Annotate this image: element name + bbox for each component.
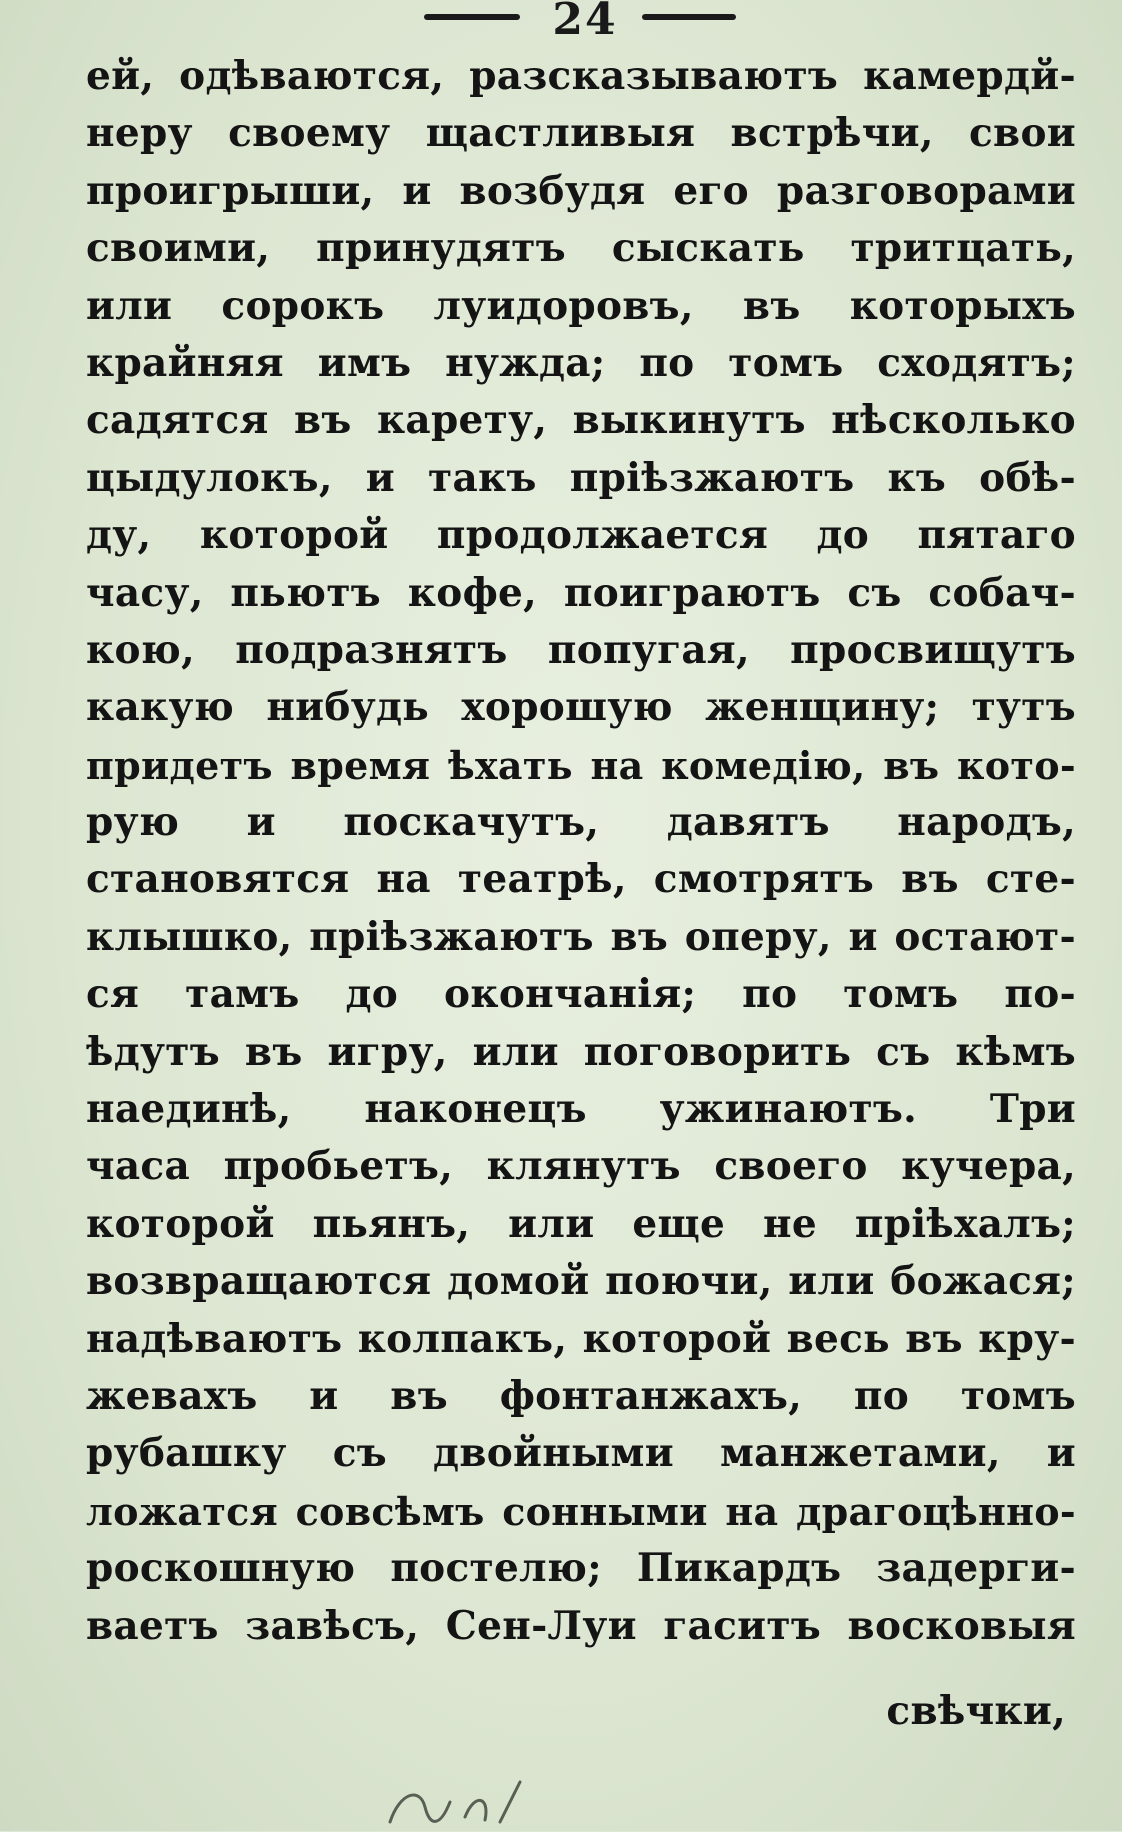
text-line: ся тамъ до окончанія; по томъ по- bbox=[86, 971, 1076, 1018]
text-line: становятся на театрѣ, смотрятъ въ сте- bbox=[86, 856, 1076, 903]
page-number: 24 bbox=[552, 0, 618, 45]
text-line: садятся въ карету, выкинутъ нѣсколько bbox=[86, 397, 1076, 444]
text-line: которой пьянъ, или еще не пріѣхалъ; bbox=[86, 1200, 1076, 1247]
pencil-mark-icon bbox=[380, 1772, 540, 1832]
text-line: ду, которой продолжается до пятаго bbox=[86, 512, 1076, 559]
text-line: часу, пьютъ кофе, поиграютъ съ собач- bbox=[86, 569, 1076, 616]
text-line: рую и поскачутъ, давятъ народъ, bbox=[86, 799, 1076, 846]
text-line: неру своему щастливыя встрѣчи, свои bbox=[86, 110, 1076, 157]
text-line: жевахъ и въ фонтанжахъ, по томъ bbox=[86, 1372, 1076, 1419]
text-line: часа пробьетъ, клянутъ своего кучера, bbox=[86, 1143, 1076, 1190]
text-line: или сорокъ луидоровъ, въ которыхъ bbox=[86, 282, 1076, 329]
text-line: придетъ время ѣхать на комедію, въ кото- bbox=[86, 742, 1076, 788]
text-line: возвращаются домой поючи, или божася; bbox=[86, 1258, 1076, 1305]
text-line: рубашку съ двойными манжетами, и bbox=[86, 1430, 1076, 1477]
text-line: крайняя имъ нужда; по томъ сходятъ; bbox=[86, 339, 1076, 386]
catchword: свѣчки, bbox=[886, 1687, 1066, 1734]
text-line: ѣдутъ въ игру, или поговорить съ кѣмъ bbox=[86, 1028, 1076, 1075]
text-line: ей, одѣваются, разсказываютъ камердй- bbox=[86, 53, 1076, 99]
text-line: ложатся совсѣмъ сонными на драгоцѣнно- bbox=[86, 1488, 1076, 1534]
text-line: цыдулокъ, и такъ пріѣзжаютъ къ обѣ- bbox=[86, 454, 1076, 501]
text-line: своими, принудятъ сыскать тритцать, bbox=[86, 225, 1076, 272]
text-line: клышко, пріѣзжаютъ въ оперу, и остают- bbox=[86, 913, 1076, 960]
header-rule-right bbox=[642, 14, 736, 20]
text-line: какую нибудь хорошую женщину; тутъ bbox=[86, 684, 1076, 731]
text-line: роскошную постелю; Пикардъ задерги- bbox=[86, 1545, 1076, 1592]
body-text bbox=[86, 48, 1076, 1740]
text-line: надѣваютъ колпакъ, которой весь въ кру- bbox=[86, 1315, 1076, 1362]
page-header bbox=[0, 0, 1122, 46]
text-line: проигрыши, и возбудя его разговорами bbox=[86, 167, 1076, 214]
text-line: ваетъ завѣсъ, Сен-Луи гаситъ восковыя bbox=[86, 1602, 1076, 1649]
text-line: кою, подразнятъ попугая, просвищутъ bbox=[86, 626, 1076, 673]
text-line: наединѣ, наконецъ ужинаютъ. Три bbox=[86, 1086, 1076, 1133]
header-rule-left bbox=[424, 14, 520, 20]
